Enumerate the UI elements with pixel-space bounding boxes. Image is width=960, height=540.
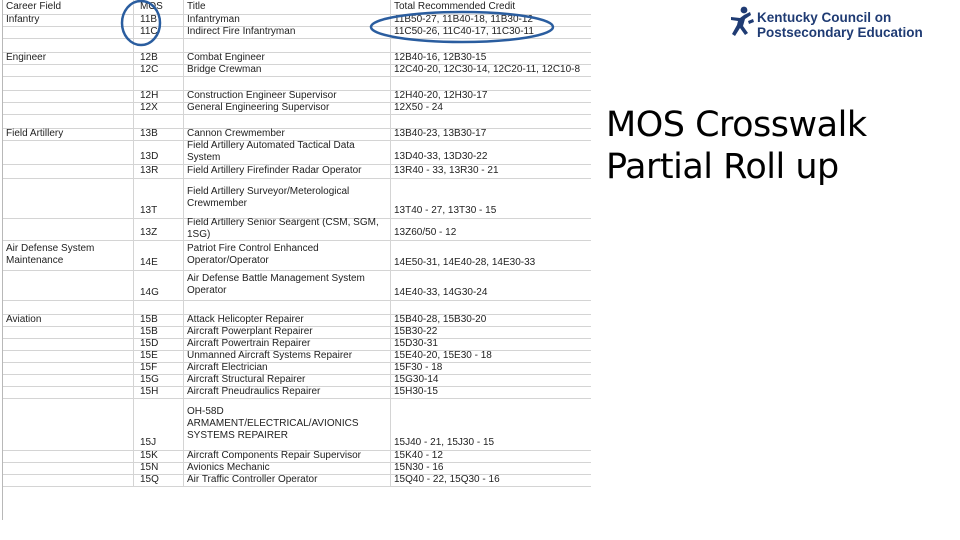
career-field-cell: Infantry bbox=[3, 14, 134, 26]
mos-cell: 15B bbox=[134, 314, 184, 326]
mos-cell: 13D bbox=[134, 140, 184, 164]
title-cell: Unmanned Aircraft Systems Repairer bbox=[184, 350, 391, 362]
title-cell: Field Artillery Automated Tactical Data System bbox=[184, 140, 391, 164]
career-field-cell bbox=[3, 164, 134, 178]
title-cell: Field Artillery Surveyor/Meterological Crewmember bbox=[184, 178, 391, 218]
career-field-cell bbox=[3, 114, 134, 128]
career-field-cell bbox=[3, 374, 134, 386]
mos-cell bbox=[134, 76, 184, 90]
title-cell: Aircraft Powerplant Repairer bbox=[184, 326, 391, 338]
credit-cell: 11C50-26, 11C40-17, 11C30-11 bbox=[394, 26, 534, 37]
career-field-cell bbox=[3, 38, 134, 52]
credit-cell: 15D30-31 bbox=[394, 338, 438, 349]
title-cell: Aircraft Pneudraulics Repairer bbox=[184, 386, 391, 398]
credit-cell bbox=[391, 114, 591, 128]
title-cell: Avionics Mechanic bbox=[184, 462, 391, 474]
credit-cell: 14E40-33, 14G30-24 bbox=[394, 287, 488, 298]
credit-cell: 15B30-22 bbox=[394, 326, 438, 337]
mos-cell: 15G bbox=[134, 374, 184, 386]
mos-cell: 13B bbox=[134, 128, 184, 140]
title-cell: Field Artillery Firefinder Radar Operator bbox=[184, 164, 391, 178]
title-cell: Field Artillery Senior Seargent (CSM, SGM, 1SG) bbox=[184, 218, 391, 240]
career-field-cell bbox=[3, 64, 134, 76]
career-field-cell bbox=[3, 26, 134, 38]
career-field-cell bbox=[3, 326, 134, 338]
career-field-cell bbox=[3, 140, 134, 164]
career-field-cell bbox=[3, 450, 134, 462]
credit-cell bbox=[391, 38, 591, 52]
career-field-cell: Field Artillery bbox=[3, 128, 134, 140]
title-cell: Cannon Crewmember bbox=[184, 128, 391, 140]
table-row bbox=[3, 240, 591, 271]
credit-cell: 13T40 - 27, 13T30 - 15 bbox=[394, 205, 497, 216]
credit-cell bbox=[391, 76, 591, 90]
person-figure-icon bbox=[728, 5, 754, 43]
credit-cell: 13Z60/50 - 12 bbox=[394, 227, 457, 238]
career-field-cell bbox=[3, 350, 134, 362]
title-cell bbox=[184, 76, 391, 90]
title-cell: Bridge Crewman bbox=[184, 64, 391, 76]
credit-cell: 15Q40 - 22, 15Q30 - 16 bbox=[394, 474, 500, 485]
table-row bbox=[3, 76, 591, 91]
table-row bbox=[3, 270, 591, 301]
career-field-cell: Air Defense System Maintenance bbox=[3, 240, 134, 270]
career-field-cell bbox=[3, 386, 134, 398]
career-field-cell bbox=[3, 178, 134, 218]
logo-text-line2: Postsecondary Education bbox=[757, 25, 923, 40]
title-cell: Infantryman bbox=[184, 14, 391, 26]
credit-cell: 15H30-15 bbox=[394, 386, 438, 397]
slide-title bbox=[606, 104, 946, 188]
career-field-cell bbox=[3, 102, 134, 114]
kentucky-council-logo bbox=[728, 5, 960, 45]
credit-cell: 15G30-14 bbox=[394, 374, 439, 385]
title-cell: Aircraft Structural Repairer bbox=[184, 374, 391, 386]
title-cell: Aircraft Powertrain Repairer bbox=[184, 338, 391, 350]
title-cell: Combat Engineer bbox=[184, 52, 391, 64]
title-cell: OH-58D ARMAMENT/ELECTRICAL/AVIONICS SYSTEMS REPAIRER bbox=[184, 398, 391, 450]
title-cell bbox=[184, 38, 391, 52]
credit-cell: 15F30 - 18 bbox=[394, 362, 443, 373]
title-cell: General Engineering Supervisor bbox=[184, 102, 391, 114]
mos-cell bbox=[134, 114, 184, 128]
header-career-field: Career Field bbox=[3, 0, 134, 14]
title-cell: Attack Helicopter Repairer bbox=[184, 314, 391, 326]
credit-cell: 13B40-23, 13B30-17 bbox=[394, 128, 487, 139]
credit-cell: 15J40 - 21, 15J30 - 15 bbox=[394, 437, 495, 448]
mos-cell: 15E bbox=[134, 350, 184, 362]
mos-cell bbox=[134, 300, 184, 314]
career-field-cell bbox=[3, 90, 134, 102]
logo-text-line1: Kentucky Council on bbox=[757, 10, 892, 25]
credit-cell: 13R40 - 33, 13R30 - 21 bbox=[394, 165, 499, 176]
mos-cell: 12C bbox=[134, 64, 184, 76]
slide-title-line2: Partial Roll up bbox=[606, 147, 839, 187]
career-field-cell: Aviation bbox=[3, 314, 134, 326]
header-mos: MOS bbox=[134, 0, 184, 14]
mos-cell: 12B bbox=[134, 52, 184, 64]
credit-cell: 12X50 - 24 bbox=[394, 102, 443, 113]
mos-cell: 15J bbox=[134, 398, 184, 450]
title-cell: Air Traffic Controller Operator bbox=[184, 474, 391, 486]
credit-cell: 15B40-28, 15B30-20 bbox=[394, 314, 487, 325]
title-cell: Aircraft Components Repair Supervisor bbox=[184, 450, 391, 462]
title-cell: Indirect Fire Infantryman bbox=[184, 26, 391, 38]
credit-cell: 12H40-20, 12H30-17 bbox=[394, 90, 488, 101]
credit-cell: 12B40-16, 12B30-15 bbox=[394, 52, 487, 63]
title-cell bbox=[184, 114, 391, 128]
career-field-cell bbox=[3, 76, 134, 90]
table-row bbox=[3, 398, 591, 451]
table-row bbox=[3, 178, 591, 219]
mos-cell: 14G bbox=[134, 270, 184, 300]
table-row bbox=[3, 164, 591, 179]
title-cell bbox=[184, 300, 391, 314]
title-cell: Patriot Fire Control Enhanced Operator/Operator bbox=[184, 240, 391, 270]
credit-cell bbox=[391, 300, 591, 314]
header-title: Title bbox=[184, 0, 391, 14]
credit-cell: 12C40-20, 12C30-14, 12C20-11, 12C10-8 bbox=[394, 64, 581, 75]
credit-cell: 14E50-31, 14E40-28, 14E30-33 bbox=[394, 257, 536, 268]
mos-cell: 15K bbox=[134, 450, 184, 462]
mos-cell: 12H bbox=[134, 90, 184, 102]
credit-cell: 15K40 - 12 bbox=[394, 450, 443, 461]
slide-title-line1: MOS Crosswalk bbox=[606, 105, 867, 145]
mos-cell: 11B bbox=[134, 14, 184, 26]
credit-cell: 15E40-20, 15E30 - 18 bbox=[394, 350, 492, 361]
career-field-cell bbox=[3, 338, 134, 350]
career-field-cell bbox=[3, 300, 134, 314]
mos-cell: 13T bbox=[134, 178, 184, 218]
career-field-cell bbox=[3, 398, 134, 450]
mos-cell: 15N bbox=[134, 462, 184, 474]
title-cell: Air Defense Battle Management System Operator bbox=[184, 270, 391, 300]
table-row bbox=[3, 140, 591, 165]
career-field-cell: Engineer bbox=[3, 52, 134, 64]
career-field-cell bbox=[3, 218, 134, 240]
credit-cell: 15N30 - 16 bbox=[394, 462, 444, 473]
table-row bbox=[3, 38, 591, 53]
table-row bbox=[3, 114, 591, 129]
mos-cell bbox=[134, 38, 184, 52]
mos-cell: 15H bbox=[134, 386, 184, 398]
crosswalk-table bbox=[2, 0, 591, 520]
mos-cell: 12X bbox=[134, 102, 184, 114]
table-row bbox=[3, 300, 591, 315]
credit-cell: 13D40-33, 13D30-22 bbox=[394, 151, 488, 162]
career-field-cell bbox=[3, 270, 134, 300]
career-field-cell bbox=[3, 474, 134, 486]
table-row bbox=[3, 218, 591, 241]
mos-cell: 15B bbox=[134, 326, 184, 338]
mos-cell: 13R bbox=[134, 164, 184, 178]
table-header-row bbox=[3, 0, 591, 15]
table-row bbox=[3, 474, 591, 487]
title-cell: Aircraft Electrician bbox=[184, 362, 391, 374]
title-cell: Construction Engineer Supervisor bbox=[184, 90, 391, 102]
mos-cell: 14E bbox=[134, 240, 184, 270]
credit-cell: 11B50-27, 11B40-18, 11B30-12 bbox=[394, 14, 533, 25]
career-field-cell bbox=[3, 462, 134, 474]
mos-cell: 15F bbox=[134, 362, 184, 374]
mos-cell: 15D bbox=[134, 338, 184, 350]
mos-cell: 15Q bbox=[134, 474, 184, 486]
mos-cell: 13Z bbox=[134, 218, 184, 240]
career-field-cell bbox=[3, 362, 134, 374]
mos-cell: 11C bbox=[134, 26, 184, 38]
header-credit: Total Recommended Credit bbox=[394, 1, 516, 12]
